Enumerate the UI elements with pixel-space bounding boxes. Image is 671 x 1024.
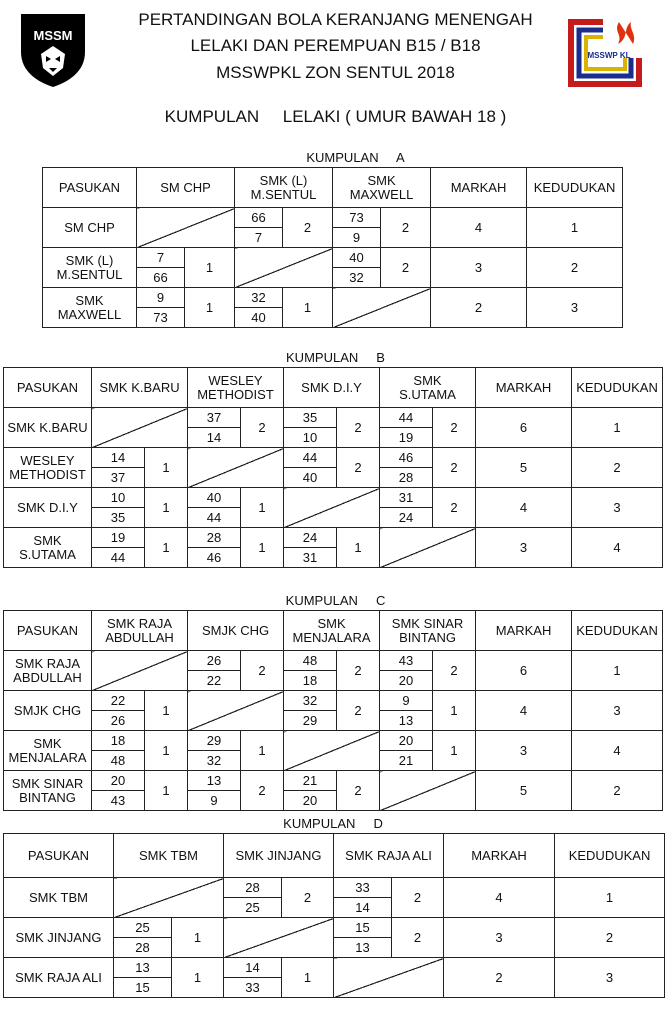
team-name-line: METHODIST (9, 466, 86, 482)
match-points: 2 (337, 448, 380, 488)
match-points: 2 (392, 878, 444, 918)
table-row (4, 448, 663, 468)
col-header-opponent-line: SMK (L) (259, 172, 308, 188)
self-match-cell (334, 958, 444, 998)
team-name (4, 771, 92, 811)
score-against: 44 (188, 508, 241, 528)
team-rank: 2 (555, 918, 665, 958)
team-name (4, 651, 92, 691)
self-match-cell (188, 448, 284, 488)
score-against: 18 (284, 671, 337, 691)
score-against: 33 (224, 978, 282, 998)
score-for: 46 (380, 448, 433, 468)
table-row (4, 878, 665, 898)
team-name-line: SMK RAJA ALI (15, 969, 102, 985)
score-for: 44 (284, 448, 337, 468)
score-against: 22 (188, 671, 241, 691)
score-for: 24 (284, 528, 337, 548)
group-label: KUMPULAN B (286, 350, 385, 365)
col-header-opponent (92, 368, 188, 408)
match-points: 1 (433, 731, 476, 771)
score-against: 7 (235, 228, 283, 248)
match-points: 2 (337, 408, 380, 448)
match-points: 2 (241, 771, 284, 811)
match-points: 1 (145, 771, 188, 811)
score-against: 37 (92, 468, 145, 488)
col-header-rank: KEDUDUKAN (555, 834, 665, 878)
table-row (4, 488, 663, 508)
score-against: 26 (92, 711, 145, 731)
match-points: 1 (337, 528, 380, 568)
col-header-rank: KEDUDUKAN (572, 368, 663, 408)
score-for: 40 (333, 248, 381, 268)
score-against: 31 (284, 548, 337, 568)
score-for: 29 (188, 731, 241, 751)
col-header-opponent-line: SMK (367, 172, 396, 188)
score-for: 14 (224, 958, 282, 978)
team-name-line: M.SENTUL (56, 266, 123, 282)
self-match-cell (224, 918, 334, 958)
self-match-cell (380, 528, 476, 568)
score-for: 37 (188, 408, 241, 428)
team-points: 4 (476, 488, 572, 528)
score-against: 13 (380, 711, 433, 731)
match-points: 1 (145, 691, 188, 731)
score-for: 18 (92, 731, 145, 751)
col-header-points: MARKAH (431, 168, 527, 208)
col-header-rank: KEDUDUKAN (527, 168, 623, 208)
team-points: 4 (431, 208, 527, 248)
col-header-team: PASUKAN (4, 368, 92, 408)
match-points: 1 (145, 731, 188, 771)
score-for: 14 (92, 448, 145, 468)
standings-table (3, 833, 665, 998)
team-points: 6 (476, 408, 572, 448)
col-header-opponent (333, 168, 431, 208)
col-header-opponent-line: SMJK CHG (201, 622, 270, 638)
team-points: 5 (476, 771, 572, 811)
self-match-cell (380, 771, 476, 811)
match-points: 1 (241, 528, 284, 568)
team-rank: 3 (555, 958, 665, 998)
match-points: 2 (241, 651, 284, 691)
score-for: 43 (380, 651, 433, 671)
table-row (4, 731, 663, 751)
self-match-cell (235, 248, 333, 288)
team-name-line: SMK (33, 532, 62, 548)
col-header-points: MARKAH (476, 611, 572, 651)
col-header-opponent-line: SMK (413, 372, 442, 388)
self-match-cell (114, 878, 224, 918)
team-name-line: SM CHP (64, 219, 115, 235)
match-points: 1 (283, 288, 333, 328)
match-points: 1 (241, 488, 284, 528)
team-name-line: SMK (75, 292, 104, 308)
team-name-line: SMJK CHG (13, 702, 82, 718)
team-name (4, 958, 114, 998)
team-rank: 2 (527, 248, 623, 288)
col-header-opponent-line: S.UTAMA (399, 386, 456, 402)
score-for: 35 (284, 408, 337, 428)
team-name (4, 408, 92, 448)
self-match-cell (284, 731, 380, 771)
match-points: 1 (145, 448, 188, 488)
team-points: 4 (444, 878, 555, 918)
score-against: 15 (114, 978, 172, 998)
score-for: 20 (92, 771, 145, 791)
team-points: 4 (476, 691, 572, 731)
score-for: 25 (114, 918, 172, 938)
group-label: KUMPULAN D (283, 816, 383, 831)
self-match-cell (137, 208, 235, 248)
match-points: 1 (145, 488, 188, 528)
col-header-opponent-line: SMK SINAR (391, 615, 464, 631)
score-against: 20 (380, 671, 433, 691)
self-match-cell (92, 408, 188, 448)
self-match-cell (188, 691, 284, 731)
team-rank: 3 (572, 691, 663, 731)
match-points: 2 (433, 448, 476, 488)
team-name (4, 488, 92, 528)
score-for: 33 (334, 878, 392, 898)
category-title: KUMPULAN LELAKI ( UMUR BAWAH 18 ) (164, 107, 507, 126)
team-name-line: MENJALARA (8, 749, 87, 765)
col-header-opponent-line: BINTANG (399, 629, 456, 645)
score-against: 40 (284, 468, 337, 488)
team-name (4, 528, 92, 568)
score-against: 13 (334, 938, 392, 958)
col-header-opponent (284, 611, 380, 651)
score-against: 28 (380, 468, 433, 488)
col-header-opponent (224, 834, 334, 878)
col-header-opponent-line: MENJALARA (292, 629, 371, 645)
score-against: 29 (284, 711, 337, 731)
team-name-line: SMK K.BARU (7, 419, 88, 435)
team-points: 2 (431, 288, 527, 328)
score-against: 35 (92, 508, 145, 528)
match-points: 2 (392, 918, 444, 958)
team-name (43, 288, 137, 328)
team-points: 5 (476, 448, 572, 488)
msswpkl-logo-text: MSSWP KL (587, 51, 631, 60)
header-row (4, 611, 663, 651)
score-for: 13 (114, 958, 172, 978)
col-header-opponent (380, 368, 476, 408)
team-points: 2 (444, 958, 555, 998)
match-points: 2 (283, 208, 333, 248)
score-against: 44 (92, 548, 145, 568)
team-name-line: SMK JINJANG (15, 929, 102, 945)
col-header-opponent (114, 834, 224, 878)
team-name-line: SMK D.I.Y (17, 499, 78, 515)
header-row (43, 168, 623, 208)
match-points: 1 (172, 918, 224, 958)
group-label: KUMPULAN C (285, 593, 386, 608)
score-against: 20 (284, 791, 337, 811)
match-points: 2 (381, 208, 431, 248)
self-match-cell (92, 651, 188, 691)
match-points: 1 (172, 958, 224, 998)
score-for: 19 (92, 528, 145, 548)
standings-table (3, 610, 663, 811)
match-points: 2 (433, 408, 476, 448)
score-against: 32 (188, 751, 241, 771)
table-row (43, 208, 623, 228)
team-rank: 1 (572, 651, 663, 691)
col-header-opponent-line: SMK K.BARU (99, 379, 180, 395)
table-row (43, 288, 623, 308)
col-header-team: PASUKAN (4, 834, 114, 878)
score-for: 21 (284, 771, 337, 791)
score-against: 32 (333, 268, 381, 288)
score-against: 25 (224, 898, 282, 918)
team-rank: 2 (572, 448, 663, 488)
col-header-opponent-line: SMK (317, 615, 346, 631)
score-for: 48 (284, 651, 337, 671)
score-for: 20 (380, 731, 433, 751)
table-row (4, 528, 663, 548)
standings-table (3, 367, 663, 568)
score-for: 9 (380, 691, 433, 711)
group-c-section (0, 590, 671, 818)
match-points: 2 (337, 691, 380, 731)
match-points: 1 (433, 691, 476, 731)
team-name-line: S.UTAMA (19, 546, 76, 562)
team-name (4, 691, 92, 731)
table-row (4, 771, 663, 791)
score-for: 44 (380, 408, 433, 428)
match-points: 2 (282, 878, 334, 918)
col-header-opponent (137, 168, 235, 208)
col-header-team: PASUKAN (4, 611, 92, 651)
score-for: 66 (235, 208, 283, 228)
group-b-section (0, 347, 671, 575)
standings-table (42, 167, 623, 328)
team-name-line: SMK SINAR (11, 775, 84, 791)
match-points: 1 (185, 288, 235, 328)
score-for: 73 (333, 208, 381, 228)
score-for: 26 (188, 651, 241, 671)
table-row (4, 918, 665, 938)
team-points: 3 (444, 918, 555, 958)
col-header-points: MARKAH (444, 834, 555, 878)
team-name-line: SMK TBM (29, 889, 88, 905)
col-header-points: MARKAH (476, 368, 572, 408)
score-for: 15 (334, 918, 392, 938)
col-header-team: PASUKAN (43, 168, 137, 208)
score-for: 32 (284, 691, 337, 711)
team-name-line: SMK RAJA (14, 655, 80, 671)
col-header-opponent (188, 611, 284, 651)
score-against: 10 (284, 428, 337, 448)
title-line-2: LELAKI DAN PEREMPUAN B15 / B18 (190, 36, 481, 55)
score-against: 24 (380, 508, 433, 528)
col-header-opponent-line: WESLEY (208, 372, 263, 388)
score-against: 48 (92, 751, 145, 771)
col-header-opponent-line: METHODIST (197, 386, 274, 402)
match-points: 2 (337, 771, 380, 811)
team-rank: 4 (572, 528, 663, 568)
team-name-line: SMK (33, 735, 62, 751)
team-name (4, 918, 114, 958)
team-rank: 3 (572, 488, 663, 528)
score-against: 66 (137, 268, 185, 288)
table-row (4, 408, 663, 428)
score-against: 73 (137, 308, 185, 328)
score-for: 28 (224, 878, 282, 898)
score-for: 31 (380, 488, 433, 508)
team-rank: 3 (527, 288, 623, 328)
match-points: 1 (282, 958, 334, 998)
header-row (4, 368, 663, 408)
table-row (43, 248, 623, 268)
col-header-opponent (334, 834, 444, 878)
group-label: KUMPULAN A (306, 150, 405, 165)
score-against: 46 (188, 548, 241, 568)
match-points: 2 (381, 248, 431, 288)
score-for: 9 (137, 288, 185, 308)
score-for: 13 (188, 771, 241, 791)
team-points: 6 (476, 651, 572, 691)
score-for: 40 (188, 488, 241, 508)
team-points: 3 (476, 731, 572, 771)
match-points: 2 (241, 408, 284, 448)
col-header-opponent-line: SM CHP (160, 179, 211, 195)
score-against: 21 (380, 751, 433, 771)
team-rank: 1 (527, 208, 623, 248)
col-header-opponent (92, 611, 188, 651)
col-header-opponent-line: SMK JINJANG (235, 847, 322, 863)
team-name (43, 208, 137, 248)
col-header-opponent (235, 168, 333, 208)
team-rank: 4 (572, 731, 663, 771)
col-header-opponent-line: SMK RAJA (107, 615, 173, 631)
col-header-opponent-line: SMK RAJA ALI (345, 847, 432, 863)
score-against: 28 (114, 938, 172, 958)
team-name (4, 731, 92, 771)
col-header-opponent (380, 611, 476, 651)
score-against: 19 (380, 428, 433, 448)
table-row (4, 651, 663, 671)
group-a-section (0, 147, 671, 332)
col-header-opponent (284, 368, 380, 408)
match-points: 2 (433, 651, 476, 691)
col-header-opponent-line: MAXWELL (349, 186, 414, 202)
team-name-line: MAXWELL (57, 306, 122, 322)
group-d-section (0, 813, 671, 1023)
table-row (4, 958, 665, 978)
score-against: 9 (333, 228, 381, 248)
team-name (4, 878, 114, 918)
col-header-rank: KEDUDUKAN (572, 611, 663, 651)
self-match-cell (333, 288, 431, 328)
team-name (43, 248, 137, 288)
table-row (4, 691, 663, 711)
match-points: 1 (241, 731, 284, 771)
score-against: 40 (235, 308, 283, 328)
score-against: 14 (188, 428, 241, 448)
self-match-cell (284, 488, 380, 528)
team-points: 3 (431, 248, 527, 288)
team-name-line: WESLEY (20, 452, 75, 468)
score-against: 43 (92, 791, 145, 811)
title-line-3: MSSWPKL ZON SENTUL 2018 (216, 63, 455, 82)
title-line-1: PERTANDINGAN BOLA KERANJANG MENENGAH (138, 10, 533, 29)
header-row (4, 834, 665, 878)
col-header-opponent (188, 368, 284, 408)
score-against: 14 (334, 898, 392, 918)
team-rank: 1 (572, 408, 663, 448)
team-name (4, 448, 92, 488)
col-header-opponent-line: ABDULLAH (105, 629, 174, 645)
score-for: 28 (188, 528, 241, 548)
team-rank: 1 (555, 878, 665, 918)
score-for: 22 (92, 691, 145, 711)
score-for: 10 (92, 488, 145, 508)
col-header-opponent-line: SMK TBM (139, 847, 198, 863)
score-for: 32 (235, 288, 283, 308)
col-header-opponent-line: SMK D.I.Y (301, 379, 362, 395)
match-points: 2 (337, 651, 380, 691)
team-name-line: SMK (L) (65, 252, 114, 268)
match-points: 1 (185, 248, 235, 288)
team-rank: 2 (572, 771, 663, 811)
score-against: 9 (188, 791, 241, 811)
mssm-logo-text: MSSM (33, 28, 73, 43)
col-header-opponent-line: M.SENTUL (250, 186, 317, 202)
score-for: 7 (137, 248, 185, 268)
team-name-line: BINTANG (19, 789, 76, 805)
match-points: 2 (433, 488, 476, 528)
team-name-line: ABDULLAH (13, 669, 82, 685)
match-points: 1 (145, 528, 188, 568)
team-points: 3 (476, 528, 572, 568)
